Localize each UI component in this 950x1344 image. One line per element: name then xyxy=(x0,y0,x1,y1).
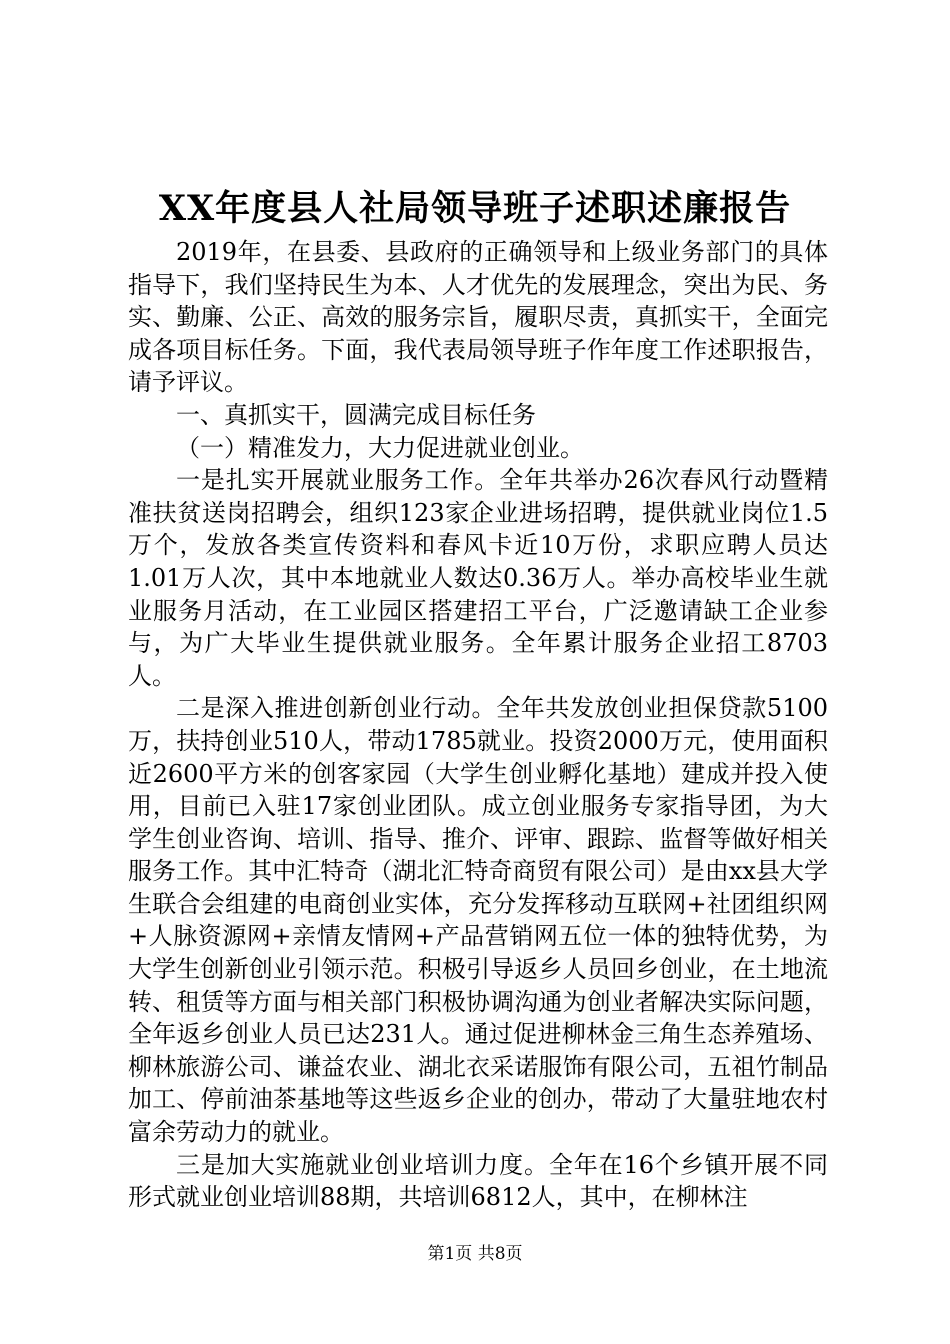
body-paragraph-employment-service: 一是扎实开展就业服务工作。全年共举办26次春风行动暨精准扶贫送岗招聘会，组织123家企业进场招聘，提供就业岗位1.5万个，发放各类宣传资料和春风卡近10万份，求职应聘人员达1.01万人次，其中本地就业人数达0.36万人。举办高校毕业生就业服务月活动，在工业园区搭建招工平台，广泛邀请缺工企业参与，为广大毕业生提供就业服务。全年累计服务企业招工8703人。 xyxy=(128,466,828,690)
document-body xyxy=(128,236,828,1214)
body-paragraph-training: 三是加大实施就业创业培训力度。全年在16个乡镇开展不同形式就业创业培训88期，共培训6812人，其中，在柳林注 xyxy=(128,1150,828,1212)
intro-paragraph: 2019年，在县委、县政府的正确领导和上级业务部门的具体指导下，我们坚持民生为本、人才优先的发展理念，突出为民、务实、勤廉、公正、高效的服务宗旨，履职尽责，真抓实干，全面完成各项目标任务。下面，我代表局领导班子作年度工作述职报告，请予评议。 xyxy=(128,238,828,397)
section-heading: 一、真抓实干，圆满完成目标任务 xyxy=(176,400,536,429)
page-footer: 第1页 共8页 xyxy=(427,1244,523,1264)
document-title: XX年度县人社局领导班子述职述廉报告 xyxy=(158,188,792,229)
body-paragraph-entrepreneurship: 二是深入推进创新创业行动。全年共发放创业担保贷款5100万，扶持创业510人，带动1785就业。投资2000万元，使用面积近2600平方米的创客家园（大学生创业孵化基地）建成并投入使用，目前已入驻17家创业团队。成立创业服务专家指导团，为大学生创业咨询、培训、指导、推介、评审、跟踪、监督等做好相关服务工作。其中汇特奇（湖北汇特奇商贸有限公司）是由xx县大学生联合会组建的电商创业实体，充分发挥移动互联网+社团组织网+人脉资源网+亲情友情网+产品营销网五位一体的独特优势，为大学生创新创业引领示范。积极引导返乡人员回乡创业，在土地流转、租赁等方面与相关部门积极协调沟通为创业者解决实际问题，全年返乡创业人员已达231人。通过促进柳林金三角生态养殖场、柳林旅游公司、谦益农业、湖北衣采诺服饰有限公司，五祖竹制品加工、停前油茶基地等这些返乡企业的创办，带动了大量驻地农村富余劳动力的就业。 xyxy=(128,694,828,1147)
subsection-heading: （一）精准发力，大力促进就业创业。 xyxy=(176,433,584,462)
